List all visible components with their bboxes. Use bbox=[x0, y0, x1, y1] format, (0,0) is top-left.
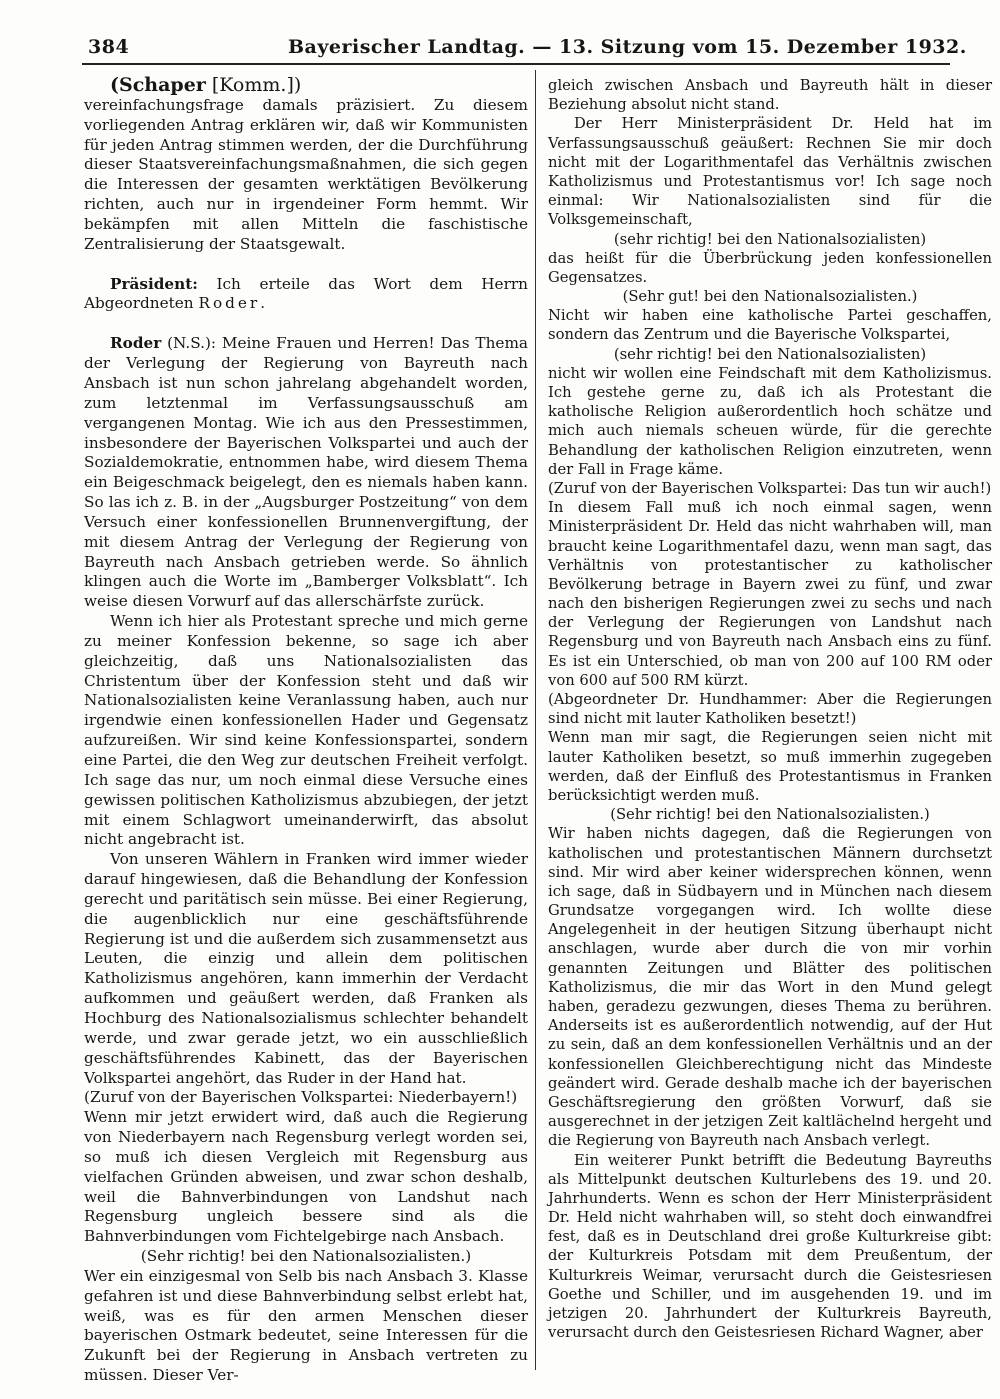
interjection: (Sehr gut! bei den Nationalsozialisten.) bbox=[622, 288, 918, 306]
paragraph: das heißt für die Überbrückung jeden konfessionellen Gegensatzes. bbox=[548, 249, 992, 286]
paragraph: In diesem Fall muß ich noch einmal sagen, wenn Ministerpräsident Dr. Held das nicht wahrhaben will, man braucht keine Logarithmentafel dazu, wenn man sagt, das Verhältnis von protestantischer zu katholischer Bevölkerung betrage in Bayern zwei zu fünf, und zwar nach den bisherigen Regierungen zwei zu sechs und nach der Verlegung der Regierungen von Landshut nach Regensburg und von Bayreuth nach Ansbach eins zu fünf. Es ist ein Unterschied, ob man von 200 auf 100 RM oder von 600 auf 500 RM kürzt. bbox=[548, 499, 992, 689]
speaker-party: [Komm.]) bbox=[205, 74, 302, 96]
speaker-name: (Schaper bbox=[110, 74, 206, 96]
paragraph: Wir haben nichts dagegen, daß die Regierungen von katholischen und protestantischen Männern durchsetzt sind. Mir wird aber keiner widersprechen können, wenn ich sage, daß in Südbayern und in München nach diesem Grundsatze vorgegangen wird. Ich wollte diese Angelegenheit in der heutigen Sitzung überhaupt nicht anschlagen, wurde aber durch die von mir vorhin genannten Zeitungen und Blätter des politischen Katholizismus, die mir das Wort in den Mund gelegt haben, geradezu gezwungen, dieses Thema zu berühren. Anderseits ist es außerordentlich notwendig, auf der Hut zu sein, daß an dem konfessionellen Verhältnis und an der konfessionellen Gleichberechtigung nicht das Mindeste geändert wird. Gerade deshalb mache ich der bayerischen Geschäftsregierung den größten Vorwurf, daß sie ausgerechnet in der jetzigen Zeit kaltlächelnd hergeht und die Regierung von Bayreuth nach Ansbach verlegt. bbox=[548, 825, 992, 1150]
paragraph: Wenn ich hier als Protestant spreche und mich gerne zu meiner Konfession bekenne, so sage ich aber gleichzeitig, daß uns Nationalsozialisten das Christentum über der Konfession steht und daß wir Nationalsozialisten keine Veranlassung haben, auch nur irgendwie einen konfessionellen Hader und Gegensatz aufzureißen. Wir sind keine Konfessionspartei, sondern eine Partei, die den Weg zur deutschen Freiheit verfolgt. Ich sage das nur, um noch einmal diese Versuche eines gewissen politischen Katholizismus abzubiegen, der jetzt mit einem Schlagwort umeinanderwirft, das absolut nicht angebracht ist. bbox=[84, 612, 528, 849]
page-number: 384 bbox=[88, 36, 130, 58]
paragraph-text: (N.S.): Meine Frauen und Herren! Das Thema der Verlegung der Regierung von Bayreuth nach Ansbach ist nun schon jahrelang abgehandelt worden, zum letztenmal im Verfassungsausschuß am vergangenen Montag. Wie ich aus den Pressestimmen, insbesondere der Bayerischen Volkspartei und auch der Sozialdemokratie, entnommen habe, wird diesem Thema ein Beigeschmack beigelegt, den es niemals haben kann. So las ich z. B. in der „Augsburger Postzeitung“ von dem Versuch einer konfessionellen Brunnenvergiftung, der mit diesem Antrag der Verlegung der Regierung von Bayreuth nach Ansbach getrieben werde. So ähnlich klingen auch die Worte im „Bamberger Volksblatt“. Ich weise diesen Vorwurf auf das allerschärfste zurück. bbox=[84, 334, 528, 611]
paragraph-text: Ich erteile das Wort dem Herrn Abgeordneten bbox=[84, 274, 528, 313]
paragraph: Wenn mir jetzt erwidert wird, daß auch die Regierung von Niederbayern nach Regensburg verlegt worden sei, so muß ich diesen Vergleich mit Regensburg aus vielfachen Gründen abweisen, und zwar schon deshalb, weil die Bahnverbindungen von Landshut nach Regensburg ungleich bessere sind als die Bahnverbindungen vom Fichtelgebirge nach Ansbach. bbox=[84, 1108, 528, 1246]
speaker-label: Präsident: bbox=[110, 274, 198, 293]
continued-speaker-heading bbox=[84, 76, 528, 96]
interjection: (sehr richtig! bei den Nationalsozialisten) bbox=[613, 345, 927, 363]
paragraph: Ein weiterer Punkt betrifft die Bedeutung Bayreuths als Mittelpunkt deutschen Kulturlebens des 19. und 20. Jahrhunderts. Wenn es schon der Herr Ministerpräsident Dr. Held nicht wahrhaben will, so steht doch einwandfrei fest, daß es in Deutschland drei große Kulturkreise gibt: der Kulturkreis Potsdam mit dem Preußentum, der Kulturkreis Weimar, verursacht durch die Geistesriesen Goethe und Schiller, und im ausgehenden 19. und im jetzigen 20. Jahrhundert der Kulturkreis Bayreuth, verursacht durch den Geistesriesen Richard Wagner, aber bbox=[548, 1151, 992, 1342]
interjection: (Zuruf von der Bayerischen Volkspartei: Niederbayern!) bbox=[84, 1088, 518, 1107]
running-title: Bayerischer Landtag. — 13. Sitzung vom 15. Dezember 1932. bbox=[288, 36, 967, 58]
paragraph: Nicht wir haben eine katholische Partei geschaffen, sondern das Zentrum und die Bayerische Volkspartei, bbox=[548, 307, 992, 344]
interjection: (Abgeordneter Dr. Hundhammer: Aber die Regierungen sind nicht mit lauter Katholiken besetzt!) bbox=[548, 691, 992, 728]
speaker-label: Roder bbox=[110, 334, 162, 353]
speaker-name-spaced: Roder bbox=[198, 294, 261, 313]
paragraph-end: . bbox=[260, 294, 266, 313]
paragraph: Wer ein einzigesmal von Selb bis nach Ansbach 3. Klasse gefahren ist und diese Bahnverbindung selbst erlebt hat, weiß, was es für den armen Menschen dieser bayerischen Ostmark bedeutet, seine Interessen für die Zukunft bei der Regierung in Ansbach vertreten zu müssen. Dieser Ver- bbox=[84, 1266, 528, 1385]
paragraph: Der Herr Ministerpräsident Dr. Held hat im Verfassungsausschuß geäußert: Rechnen Sie mir doch nicht mit der Logarithmentafel das Verhältnis zwischen Katholizismus und Protestantismus vor! Ich sage noch einmal: Wir Nationalsozialisten sind für die Volksgemeinschaft, bbox=[548, 115, 992, 229]
paragraph bbox=[84, 275, 528, 315]
header-rule bbox=[82, 63, 950, 65]
paragraph: Wenn man mir sagt, die Regierungen seien nicht mit lauter Katholiken besetzt, so muß immerhin zugegeben werden, daß der Einfluß des Protestantismus in Franken berücksichtigt werden muß. bbox=[548, 729, 992, 804]
paragraph: nicht wir wollen eine Feindschaft mit dem Katholizismus. Ich gestehe gerne zu, daß ich als Protestant die katholische Religion außerordentlich hoch schätze und mich auch niemals scheuen würde, für die gerechte Behandlung der katholischen Religion einzutreten, wenn der Fall in Frage käme. bbox=[548, 364, 992, 478]
right-column bbox=[548, 76, 992, 1342]
paragraph: Von unseren Wählern in Franken wird immer wieder darauf hingewiesen, daß die Behandlung der Konfession gerecht und paritätisch sein müsse. Bei einer Regierung, die augenblicklich nur eine geschäftsführende Regierung ist und die außerdem sich zusammensetzt aus Leuten, die einzig und allein dem politischen Katholizismus angehören, kann immerhin der Verdacht aufkommen und geäußert werden, daß Franken als Hochburg des Nationalsozialismus schlechter behandelt werde, und zwar gerade jetzt, wo ein ausschließlich geschäftsführendes Kabinett, das der Bayerischen Volkspartei angehört, das Ruder in der Hand hat. bbox=[84, 850, 528, 1087]
column-divider bbox=[535, 70, 536, 1370]
left-column bbox=[84, 76, 528, 1386]
paragraph bbox=[84, 334, 528, 612]
paragraph: vereinfachungsfrage damals präzisiert. Zu diesem vorliegenden Antrag erklären wir, daß wir Kommunisten für jeden Antrag stimmen werden, der die Durchführung dieser Staatsvereinfachungsmaßnahmen, die sich gegen die Interessen der gesamten werktätigen Bevölkerung richten, auch nur in irgendeiner Form hemmt. Wir bekämpfen mit allen Mitteln die faschistische Zentralisierung der Staatsgewalt. bbox=[84, 95, 528, 253]
interjection: (Sehr richtig! bei den Nationalsozialisten.) bbox=[610, 806, 930, 824]
interjection: (sehr richtig! bei den Nationalsozialisten) bbox=[613, 230, 927, 248]
paragraph: gleich zwischen Ansbach und Bayreuth hält in dieser Beziehung absolut nicht stand. bbox=[548, 77, 992, 114]
interjection: (Sehr richtig! bei den Nationalsozialisten.) bbox=[140, 1247, 472, 1266]
interjection: (Zuruf von der Bayerischen Volkspartei: Das tun wir auch!) bbox=[548, 479, 992, 497]
